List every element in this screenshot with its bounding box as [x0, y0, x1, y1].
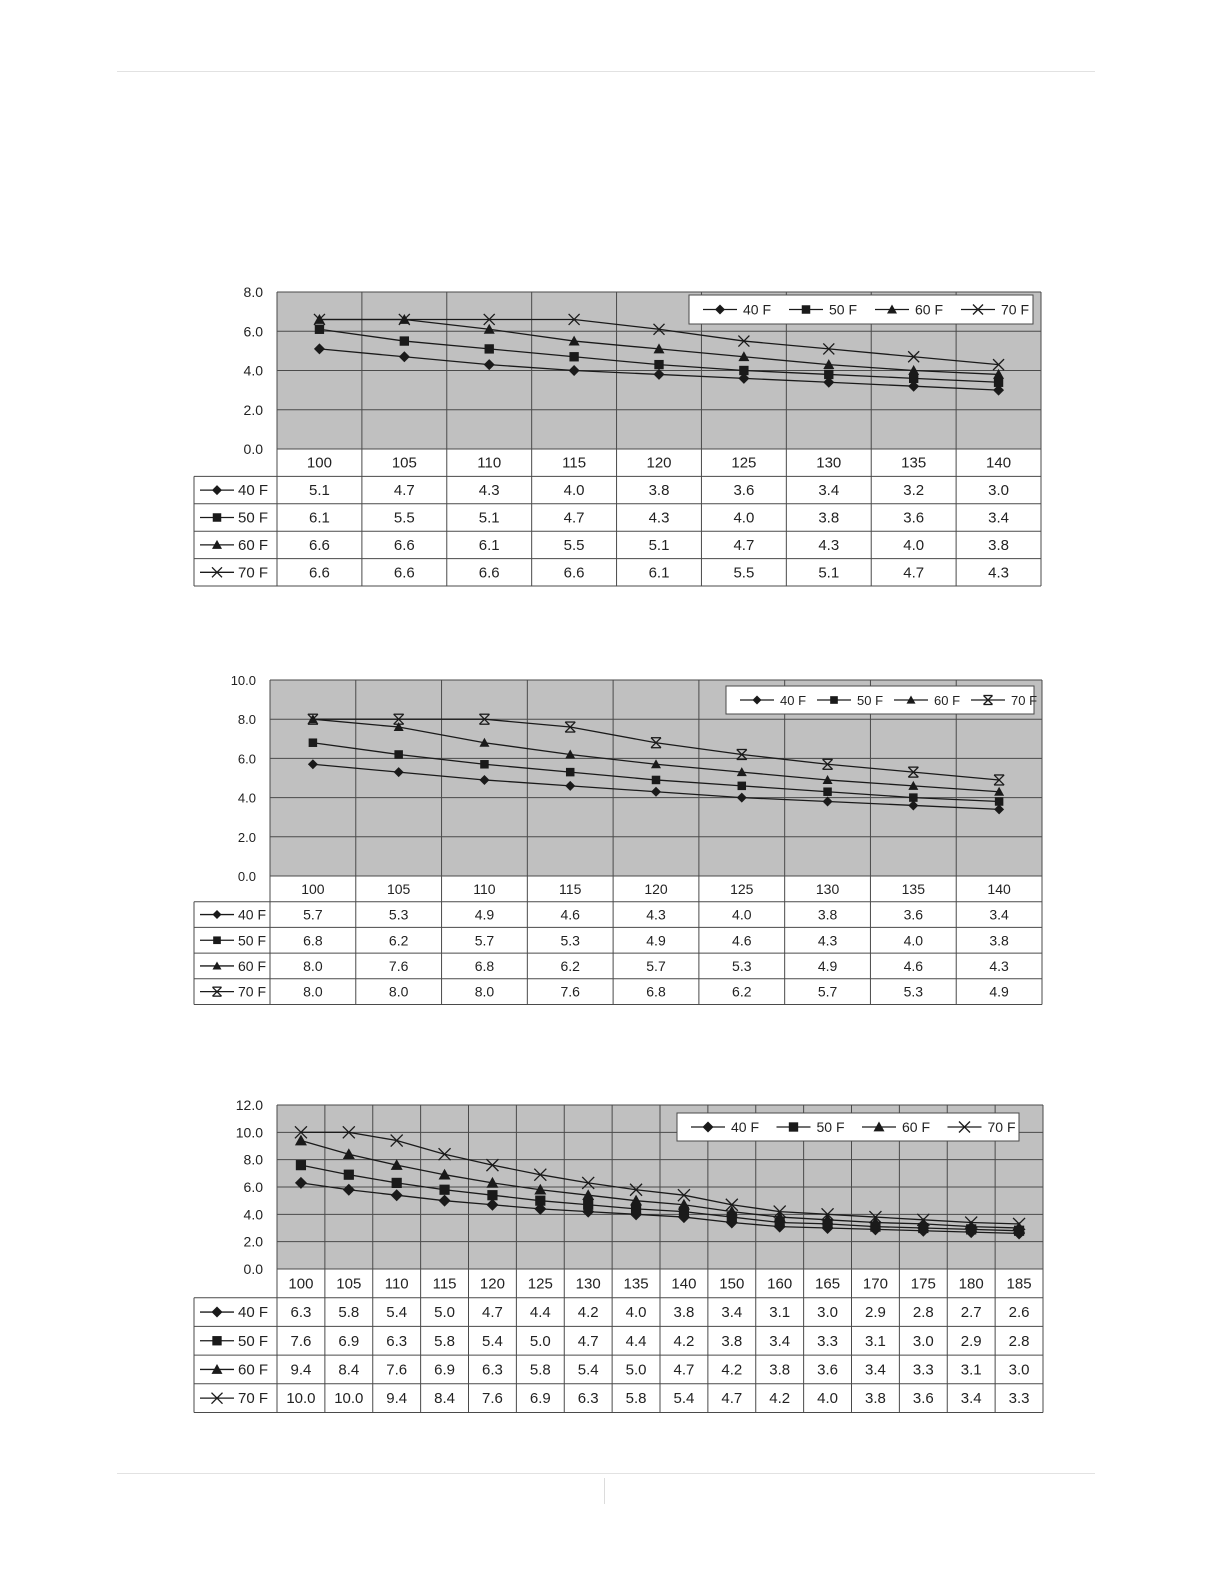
data-label: 6.6	[563, 564, 585, 582]
data-label: 3.4	[988, 509, 1009, 527]
data-label: 4.6	[560, 906, 580, 923]
data-point	[994, 378, 1003, 387]
category-label: 100	[288, 1275, 314, 1293]
header-rule	[117, 71, 1095, 72]
data-label: 5.3	[903, 983, 924, 1000]
data-label: 10.0	[334, 1390, 364, 1408]
data-point	[344, 1170, 354, 1180]
category-label: 170	[862, 1275, 888, 1293]
y-tick-label: 8.0	[243, 284, 263, 300]
chart-1	[0, 280, 1224, 592]
data-label: 4.7	[563, 509, 585, 527]
data-label: 4.7	[673, 1361, 695, 1379]
data-label: 4.3	[817, 932, 838, 949]
data-label: 3.8	[817, 906, 838, 923]
row-series-name: 70 F	[238, 1390, 269, 1408]
row-series-name: 50 F	[238, 932, 267, 949]
data-label: 5.1	[648, 536, 670, 554]
data-label: 7.6	[386, 1361, 408, 1379]
y-tick-label: 0.0	[237, 869, 256, 884]
data-label: 3.4	[960, 1390, 982, 1408]
data-label: 4.2	[769, 1390, 791, 1408]
legend-label: 40 F	[780, 693, 807, 708]
data-label: 6.9	[529, 1390, 551, 1408]
data-label: 6.8	[646, 983, 666, 1000]
data-label: 5.8	[625, 1390, 647, 1408]
data-label: 4.3	[989, 957, 1009, 974]
data-label: 4.7	[903, 564, 925, 582]
y-tick-label: 10.0	[230, 673, 256, 688]
data-label: 3.0	[912, 1332, 934, 1350]
data-label: 4.0	[903, 932, 924, 949]
data-label: 3.6	[903, 509, 925, 527]
data-label: 3.4	[989, 906, 1009, 923]
data-label: 7.6	[560, 983, 580, 1000]
category-label: 150	[719, 1275, 745, 1293]
data-label: 2.8	[912, 1304, 934, 1322]
data-label: 4.2	[673, 1332, 695, 1350]
category-label: 160	[767, 1275, 793, 1293]
data-label: 3.8	[769, 1361, 791, 1379]
data-point	[739, 366, 748, 375]
data-label: 3.8	[673, 1304, 695, 1322]
data-label: 3.8	[721, 1332, 743, 1350]
data-label: 4.0	[625, 1304, 647, 1322]
data-label: 6.2	[732, 983, 752, 1000]
data-label: 2.7	[960, 1304, 982, 1322]
data-label: 4.9	[989, 983, 1009, 1000]
data-label: 2.6	[1008, 1304, 1030, 1322]
data-label: 4.0	[903, 536, 925, 554]
data-label: 3.3	[1008, 1390, 1030, 1408]
data-label: 6.9	[434, 1361, 455, 1379]
category-label: 175	[910, 1275, 936, 1293]
data-point	[400, 336, 409, 345]
row-series-name: 60 F	[238, 536, 269, 554]
data-label: 5.7	[646, 957, 666, 974]
data-point	[995, 797, 1004, 806]
row-series-name: 40 F	[238, 1304, 269, 1322]
data-point	[909, 793, 918, 802]
data-point	[296, 1160, 306, 1170]
data-point	[566, 768, 575, 777]
data-label: 6.3	[290, 1304, 312, 1322]
category-label: 105	[386, 880, 411, 897]
y-tick-label: 0.0	[243, 1261, 263, 1277]
y-tick-label: 4.0	[243, 1206, 263, 1223]
data-label: 5.1	[818, 564, 840, 582]
chart-2	[0, 670, 1224, 1012]
data-label: 4.7	[393, 482, 415, 500]
data-point	[583, 1200, 593, 1210]
data-point	[738, 782, 747, 791]
data-label: 5.4	[386, 1304, 408, 1322]
category-label: 115	[559, 880, 582, 897]
data-label: 4.9	[817, 957, 838, 974]
data-label: 6.9	[338, 1332, 360, 1350]
y-tick-label: 6.0	[243, 323, 263, 340]
y-tick-label: 8.0	[243, 1151, 263, 1168]
row-legend-marker	[212, 1336, 221, 1345]
data-point	[315, 325, 324, 334]
data-point	[535, 1196, 545, 1206]
category-label: 120	[644, 880, 668, 897]
category-label: 100	[301, 880, 325, 897]
row-series-name: 40 F	[238, 482, 269, 500]
category-label: 115	[562, 454, 587, 472]
data-label: 5.5	[393, 509, 415, 527]
legend-label: 70 F	[1001, 301, 1030, 318]
data-point	[439, 1185, 449, 1195]
data-label: 6.1	[309, 509, 330, 527]
data-label: 3.3	[912, 1361, 934, 1379]
y-tick-label: 2.0	[243, 401, 263, 418]
data-label: 5.5	[733, 564, 755, 582]
data-label: 7.6	[388, 957, 409, 974]
data-label: 5.8	[529, 1361, 551, 1379]
row-series-name: 60 F	[238, 957, 267, 974]
y-tick-label: 6.0	[243, 1179, 263, 1195]
data-label: 3.3	[817, 1332, 838, 1350]
category-label: 135	[623, 1275, 649, 1293]
data-label: 6.1	[648, 564, 670, 582]
category-label: 140	[671, 1275, 697, 1293]
data-point	[569, 352, 578, 361]
data-label: 3.8	[648, 482, 670, 500]
data-label: 3.4	[721, 1304, 743, 1322]
data-label: 5.4	[482, 1332, 503, 1350]
row-legend-marker	[213, 936, 221, 944]
data-label: 4.2	[577, 1304, 599, 1322]
legend-label: 70 F	[1011, 693, 1038, 708]
category-label: 140	[986, 454, 1012, 472]
category-label: 130	[816, 454, 842, 472]
data-label: 4.9	[474, 906, 495, 923]
legend-label: 50 F	[816, 1119, 845, 1135]
category-label: 115	[432, 1275, 457, 1293]
data-point	[309, 738, 318, 747]
row-series-name: 50 F	[238, 509, 269, 527]
data-label: 4.4	[625, 1332, 647, 1350]
y-tick-label: 12.0	[235, 1097, 263, 1113]
legend-label: 60 F	[934, 693, 961, 708]
data-label: 5.3	[560, 932, 580, 949]
data-label: 5.0	[434, 1304, 455, 1322]
category-label: 135	[901, 454, 927, 472]
data-label: 4.0	[732, 906, 752, 923]
legend-label: 50 F	[829, 301, 858, 318]
data-label: 6.2	[560, 957, 580, 974]
data-label: 4.3	[646, 906, 666, 923]
category-label: 100	[306, 454, 332, 472]
data-point	[823, 787, 832, 796]
category-label: 135	[901, 880, 926, 897]
legend	[726, 686, 1037, 714]
data-label: 4.7	[733, 536, 755, 554]
category-label: 105	[336, 1275, 362, 1293]
legend-marker	[802, 305, 811, 314]
data-label: 6.1	[478, 536, 500, 554]
data-label: 3.4	[865, 1361, 886, 1379]
data-label: 10.0	[286, 1390, 316, 1408]
category-label: 125	[731, 454, 757, 472]
data-label: 5.4	[577, 1361, 599, 1379]
data-label: 9.4	[290, 1361, 312, 1379]
category-label: 140	[987, 880, 1011, 897]
y-tick-label: 2.0	[243, 1233, 263, 1250]
legend-label: 60 F	[915, 301, 944, 318]
row-series-name: 70 F	[238, 983, 267, 1000]
category-label: 110	[384, 1275, 409, 1293]
data-label: 6.6	[478, 564, 500, 582]
data-label: 5.3	[388, 906, 409, 923]
footer-divider	[604, 1478, 605, 1504]
data-label: 7.6	[482, 1390, 503, 1408]
data-label: 3.6	[733, 482, 755, 500]
data-label: 4.3	[818, 536, 840, 554]
category-label: 165	[815, 1275, 841, 1293]
data-label: 5.7	[817, 983, 838, 1000]
row-series-name: 70 F	[238, 564, 269, 582]
data-label: 5.7	[303, 906, 323, 923]
data-label: 3.8	[865, 1390, 886, 1408]
y-tick-label: 6.0	[237, 751, 256, 767]
data-label: 5.1	[309, 482, 330, 500]
data-label: 4.0	[563, 482, 585, 500]
data-label: 4.7	[721, 1390, 743, 1408]
category-label: 125	[730, 880, 754, 897]
data-label: 6.3	[482, 1361, 503, 1379]
data-point	[485, 344, 494, 353]
data-label: 5.8	[434, 1332, 455, 1350]
category-label: 180	[958, 1275, 984, 1293]
data-label: 2.9	[865, 1304, 886, 1322]
category-label: 125	[527, 1275, 553, 1293]
data-label: 8.4	[434, 1390, 455, 1408]
data-label: 9.4	[386, 1390, 408, 1408]
legend	[689, 295, 1033, 324]
y-tick-label: 4.0	[243, 362, 263, 379]
data-label: 6.8	[303, 932, 323, 949]
data-label: 3.1	[769, 1304, 791, 1322]
data-label: 8.0	[303, 957, 323, 974]
data-label: 8.0	[303, 983, 323, 1000]
data-label: 7.6	[290, 1332, 312, 1350]
data-label: 6.6	[393, 536, 415, 554]
row-series-name: 50 F	[238, 1332, 269, 1350]
data-point	[824, 370, 833, 379]
data-label: 8.0	[474, 983, 495, 1000]
category-label: 110	[477, 454, 502, 472]
data-label: 4.7	[577, 1332, 599, 1350]
row-series-name: 40 F	[238, 906, 267, 923]
data-label: 5.7	[474, 932, 495, 949]
data-label: 4.9	[646, 932, 666, 949]
row-series-name: 60 F	[238, 1361, 269, 1379]
legend-label: 50 F	[857, 693, 884, 708]
data-label: 3.8	[988, 536, 1009, 554]
data-label: 3.6	[912, 1390, 934, 1408]
data-label: 5.3	[732, 957, 752, 974]
data-label: 6.6	[309, 536, 330, 554]
category-label: 130	[815, 880, 840, 897]
data-point	[392, 1178, 402, 1188]
data-label: 5.8	[338, 1304, 360, 1322]
data-point	[394, 750, 403, 759]
data-label: 3.0	[1008, 1361, 1030, 1379]
y-tick-label: 8.0	[237, 712, 256, 728]
data-point	[909, 374, 918, 383]
data-label: 4.0	[817, 1390, 838, 1408]
chart-3	[0, 1092, 1224, 1422]
category-label: 110	[473, 880, 496, 897]
data-label: 4.3	[478, 482, 500, 500]
data-label: 6.6	[393, 564, 415, 582]
data-label: 2.9	[960, 1332, 982, 1350]
data-label: 4.7	[482, 1304, 503, 1322]
y-tick-label: 0.0	[243, 441, 263, 457]
category-label: 120	[479, 1275, 505, 1293]
data-label: 3.8	[989, 932, 1009, 949]
legend-marker	[830, 696, 838, 704]
data-label: 3.4	[769, 1332, 791, 1350]
data-label: 3.0	[988, 482, 1009, 500]
data-label: 6.2	[388, 932, 409, 949]
y-tick-label: 4.0	[237, 790, 256, 806]
category-label: 130	[575, 1275, 601, 1293]
data-point	[654, 360, 663, 369]
data-label: 4.2	[721, 1361, 743, 1379]
data-point	[652, 776, 661, 785]
data-label: 6.3	[577, 1390, 599, 1408]
y-tick-label: 2.0	[237, 829, 256, 845]
data-label: 6.3	[386, 1332, 408, 1350]
data-label: 4.0	[733, 509, 755, 527]
data-label: 8.0	[388, 983, 409, 1000]
data-label: 3.4	[818, 482, 840, 500]
footer-rule	[117, 1473, 1095, 1474]
row-legend-marker	[213, 513, 222, 522]
data-label: 3.1	[960, 1361, 982, 1379]
data-label: 4.3	[988, 564, 1009, 582]
data-label: 8.4	[338, 1361, 360, 1379]
data-label: 5.0	[625, 1361, 647, 1379]
legend-label: 70 F	[987, 1119, 1016, 1135]
legend-label: 40 F	[731, 1119, 760, 1135]
data-label: 4.6	[903, 957, 924, 974]
data-label: 4.3	[648, 509, 670, 527]
data-label: 3.6	[903, 906, 924, 923]
data-point	[487, 1190, 497, 1200]
data-label: 3.2	[903, 482, 925, 500]
data-label: 5.0	[529, 1332, 551, 1350]
data-label: 4.4	[529, 1304, 551, 1322]
data-label: 5.5	[563, 536, 585, 554]
legend-marker	[789, 1122, 798, 1131]
y-tick-label: 10.0	[235, 1124, 263, 1141]
data-label: 5.4	[673, 1390, 695, 1408]
legend-label: 40 F	[743, 301, 772, 318]
data-point	[480, 760, 489, 769]
data-label: 4.6	[732, 932, 752, 949]
category-label: 185	[1006, 1275, 1032, 1293]
data-label: 3.8	[818, 509, 840, 527]
category-label: 120	[646, 454, 672, 472]
data-label: 3.1	[865, 1332, 886, 1350]
data-label: 2.8	[1008, 1332, 1030, 1350]
data-label: 6.6	[309, 564, 330, 582]
data-label: 6.8	[474, 957, 495, 974]
legend-label: 60 F	[902, 1119, 931, 1135]
data-label: 3.0	[817, 1304, 838, 1322]
data-label: 5.1	[478, 509, 500, 527]
legend	[677, 1113, 1019, 1141]
data-label: 3.6	[817, 1361, 838, 1379]
category-label: 105	[391, 454, 417, 472]
